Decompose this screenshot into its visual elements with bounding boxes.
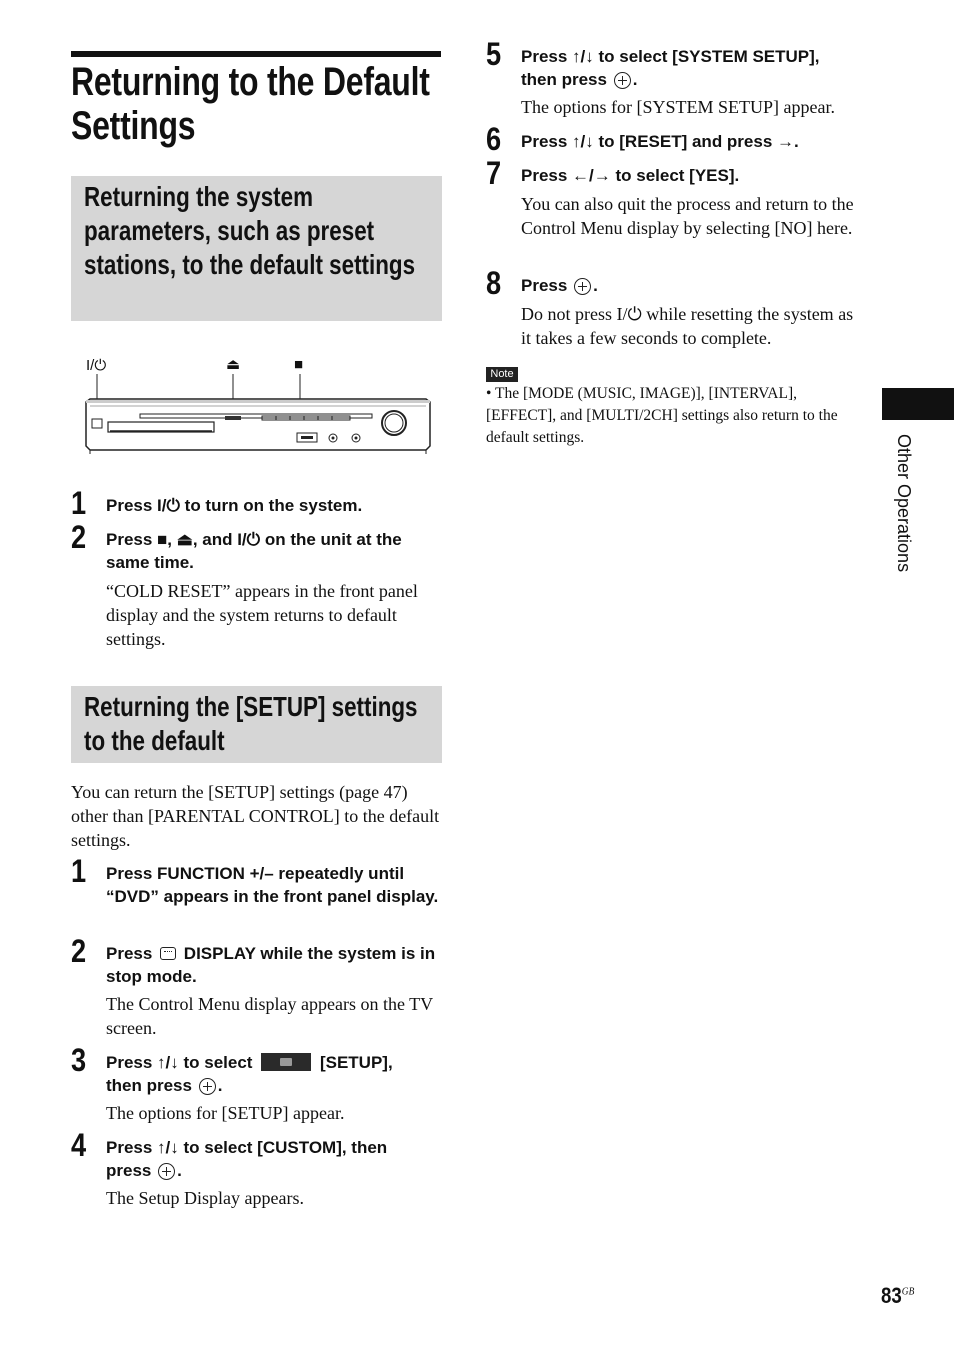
page-title: Returning to the Default Settings (71, 60, 430, 148)
step-description: The Control Menu display appears on the TV screen. (106, 994, 433, 1038)
step-number: 3 (71, 1042, 87, 1078)
step-instruction: Press ↑/↓ to select [CUSTOM], then press . (106, 1138, 388, 1180)
side-tab-label: Other Operations (894, 434, 914, 573)
step-number: 2 (71, 519, 87, 555)
step-number: 8 (486, 265, 502, 301)
side-tab-marker (882, 388, 954, 420)
step-description: The options for [SYSTEM SETUP] appear. (521, 97, 835, 117)
step-instruction: Press ■, ⏏, and I/⏻ on the unit at the same time. (106, 530, 402, 572)
step-instruction: Press I/⏻ to turn on the system. (106, 496, 363, 515)
title-rule (71, 51, 441, 57)
enter-button-icon (574, 278, 591, 295)
enter-button-icon (614, 72, 631, 89)
figure-label-eject: ⏏ (226, 356, 241, 373)
section1-heading: Returning the system parameters, such as preset stations, to the default settings (84, 181, 416, 280)
setup-toolbox-icon (261, 1053, 311, 1071)
note-text: • The [MODE (MUSIC, IMAGE)], [INTERVAL], [EFFECT], and [MULTI/2CH] settings also return to the default settings. (486, 385, 838, 446)
section2-intro: You can return the [SETUP] settings (page 47) other than [PARENTAL CONTROL] to the default settings. (71, 782, 440, 850)
figure-label-power: I/⏻ (86, 357, 107, 374)
figure-label-stop: ■ (294, 356, 304, 373)
step-instruction: Press ↑/↓ to [RESET] and press →. (521, 132, 799, 151)
step-instruction: Press ↑/↓ to select [SYSTEM SETUP], then press . (521, 47, 820, 89)
section2-heading: Returning the [SETUP] settings to the default (84, 691, 418, 756)
step-number: 6 (486, 121, 502, 157)
note-badge: Note (486, 367, 518, 382)
step-number: 4 (71, 1127, 87, 1163)
step-number: 2 (71, 933, 87, 969)
page-number: $83^{GB}$ (881, 1283, 915, 1308)
step-number: 1 (71, 853, 87, 889)
step-instruction: Press ←/→ to select [YES]. (521, 166, 740, 185)
enter-button-icon (199, 1078, 216, 1095)
step-description: “COLD RESET” appears in the front panel display and the system returns to default settings. (106, 581, 418, 649)
step-instruction: Press DISPLAY while the system is in stop mode. (106, 944, 436, 986)
step-number: 7 (486, 155, 502, 191)
step-instruction: Press . (521, 276, 598, 295)
step-number: 1 (71, 485, 87, 521)
step-description: You can also quit the process and return to the Control Menu display by selecting [NO] here. (521, 194, 854, 238)
step-number: 5 (486, 36, 502, 72)
step-instruction: Press FUNCTION +/– repeatedly until “DVD” appears in the front panel display. (106, 864, 439, 906)
enter-button-icon (158, 1163, 175, 1180)
step-description: Do not press I/⏻ while resetting the system as it takes a few seconds to complete. (521, 304, 854, 348)
unit-front-panel-illustration (82, 370, 434, 456)
step-description: The Setup Display appears. (106, 1188, 304, 1208)
step-instruction: Press ↑/↓ to select [SETUP], then press . (106, 1053, 393, 1095)
display-button-icon (160, 947, 176, 960)
step-description: The options for [SETUP] appear. (106, 1103, 345, 1123)
